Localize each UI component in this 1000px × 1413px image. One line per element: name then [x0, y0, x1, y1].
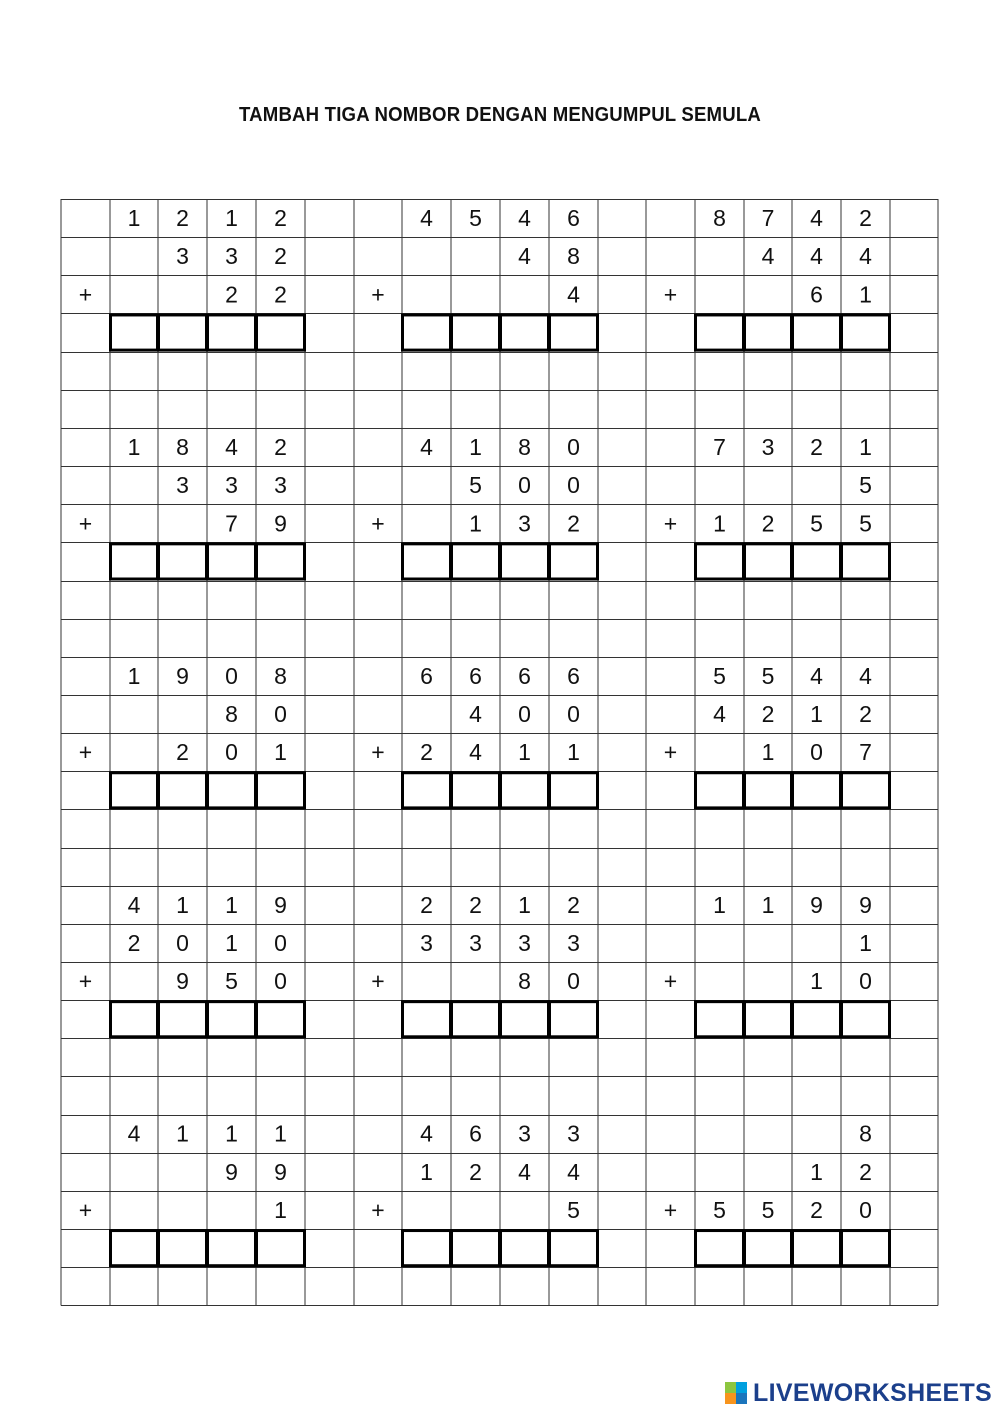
digit: 6 [469, 1120, 482, 1147]
digit: 5 [469, 205, 482, 232]
answer-box[interactable] [208, 1002, 256, 1037]
digit: 0 [859, 968, 872, 995]
digit: 9 [176, 662, 189, 689]
grid-lines [61, 199, 938, 1306]
digit: 0 [567, 433, 580, 460]
digit: 1 [810, 1158, 823, 1185]
answer-box[interactable] [793, 1002, 841, 1037]
digit: 2 [810, 1196, 823, 1223]
plus-sign: + [663, 281, 678, 308]
answer-box[interactable] [550, 1231, 598, 1266]
digit: 2 [274, 281, 287, 308]
digit: 1 [127, 433, 141, 460]
digit: 0 [567, 968, 580, 995]
answer-box[interactable] [208, 1231, 256, 1266]
digit: 1 [225, 929, 238, 956]
digit: 4 [567, 281, 580, 308]
answer-box[interactable] [452, 773, 500, 808]
answer-box[interactable] [793, 315, 841, 350]
digit: 1 [859, 433, 872, 460]
digit: 0 [567, 701, 580, 728]
digit: 6 [567, 205, 580, 232]
digit: 5 [810, 510, 823, 537]
answer-box[interactable] [501, 1002, 549, 1037]
worksheet-title: TAMBAH TIGA NOMBOR DENGAN MENGUMPUL SEMULA [238, 104, 762, 126]
digit: 4 [859, 662, 872, 689]
digit: 4 [420, 1120, 433, 1147]
digit: 9 [176, 968, 189, 995]
digit: 4 [469, 701, 482, 728]
digit: 6 [567, 662, 580, 689]
digit: 1 [518, 739, 531, 766]
digit: 5 [761, 1196, 775, 1223]
digit: 9 [225, 1158, 238, 1185]
digit: 1 [469, 433, 482, 460]
digit: 3 [567, 1120, 580, 1147]
digit: 7 [225, 510, 238, 537]
answer-box[interactable] [501, 315, 549, 350]
digit: 2 [420, 891, 433, 918]
digit: 1 [567, 739, 580, 766]
digit: 4 [518, 205, 531, 232]
digit: 1 [713, 891, 726, 918]
digit: 0 [567, 472, 580, 499]
answer-box[interactable] [257, 1231, 305, 1266]
digit: 8 [176, 433, 189, 460]
answer-box[interactable] [403, 1002, 451, 1037]
digit: 0 [274, 701, 287, 728]
digit: 2 [567, 510, 580, 537]
digit: 1 [859, 281, 872, 308]
answer-box[interactable] [842, 773, 890, 808]
digit: 3 [420, 929, 433, 956]
answer-box[interactable] [403, 773, 451, 808]
answer-box[interactable] [159, 1231, 207, 1266]
digit: 1 [761, 739, 775, 766]
digit: 3 [469, 929, 482, 956]
digit: 2 [420, 739, 433, 766]
answer-box[interactable] [550, 315, 598, 350]
digit: 2 [859, 205, 872, 232]
digit: 4 [518, 243, 531, 270]
answer-box[interactable] [257, 1002, 305, 1037]
answer-box[interactable] [550, 544, 598, 579]
answer-box[interactable] [501, 1231, 549, 1266]
answer-box[interactable] [257, 315, 305, 350]
digit: 4 [713, 701, 726, 728]
plus-sign: + [371, 739, 385, 766]
plus-sign: + [371, 968, 385, 995]
answer-box[interactable] [745, 1231, 792, 1266]
digit: 4 [127, 891, 141, 918]
digit: 2 [274, 433, 287, 460]
plus-sign: + [78, 281, 93, 308]
digit: 4 [518, 1158, 531, 1185]
digit: 1 [518, 891, 531, 918]
digit: 9 [274, 891, 287, 918]
digit: 3 [274, 472, 287, 499]
footer-brand [725, 1378, 992, 1408]
digit: 5 [859, 472, 872, 499]
digit: 4 [761, 243, 775, 270]
digit: 5 [713, 662, 726, 689]
answer-box[interactable] [745, 1002, 792, 1037]
digit: 6 [469, 662, 482, 689]
digit: 2 [761, 510, 775, 537]
digit: 1 [176, 1120, 189, 1147]
digit: 3 [225, 472, 238, 499]
digit: 7 [859, 739, 872, 766]
answer-box[interactable] [550, 773, 598, 808]
plus-sign: + [663, 510, 678, 537]
answer-box[interactable] [745, 315, 792, 350]
digit: 4 [810, 662, 823, 689]
answer-box[interactable] [403, 315, 451, 350]
digit: 8 [567, 243, 580, 270]
digit: 0 [518, 472, 531, 499]
answer-box[interactable] [842, 544, 890, 579]
digit: 8 [518, 433, 531, 460]
answer-box[interactable] [159, 544, 207, 579]
digit: 9 [274, 1158, 287, 1185]
liveworksheets-logo-icon [725, 1382, 747, 1404]
answer-box[interactable] [111, 544, 158, 579]
digit: 8 [713, 205, 726, 232]
digit: 0 [274, 929, 287, 956]
digit: 2 [225, 281, 238, 308]
answer-box[interactable] [208, 544, 256, 579]
answer-box[interactable] [842, 1002, 890, 1037]
answer-box[interactable] [208, 315, 256, 350]
answer-box[interactable] [159, 1002, 207, 1037]
answer-box[interactable] [208, 773, 256, 808]
answer-box[interactable] [452, 544, 500, 579]
brand-name: LIVEWORKSHEETS [753, 1378, 992, 1407]
answer-box[interactable] [696, 1231, 744, 1266]
plus-sign: + [663, 1196, 678, 1223]
digit: 2 [859, 1158, 872, 1185]
answer-box[interactable] [696, 315, 744, 350]
answer-box[interactable] [550, 1002, 598, 1037]
digit: 2 [469, 1158, 482, 1185]
answer-box[interactable] [501, 544, 549, 579]
digit: 3 [761, 433, 775, 460]
digit: 1 [274, 739, 287, 766]
answer-box[interactable] [842, 315, 890, 350]
digit: 4 [469, 739, 482, 766]
plus-sign: + [78, 510, 93, 537]
digit: 7 [761, 205, 775, 232]
digit: 2 [176, 205, 189, 232]
digit: 1 [420, 1158, 433, 1185]
answer-box[interactable] [452, 315, 500, 350]
answer-box[interactable] [452, 1231, 500, 1266]
digit: 9 [810, 891, 823, 918]
digit: 9 [859, 891, 872, 918]
answer-box[interactable] [111, 1231, 158, 1266]
plus-sign: + [663, 968, 678, 995]
digit: 5 [859, 510, 872, 537]
answer-box[interactable] [111, 1002, 158, 1037]
digit: 5 [713, 1196, 726, 1223]
digit: 5 [567, 1196, 580, 1223]
digit: 0 [225, 662, 238, 689]
answer-box[interactable] [111, 773, 158, 808]
digit: 0 [225, 739, 238, 766]
digit: 2 [274, 243, 287, 270]
digit: 1 [810, 701, 823, 728]
answer-box[interactable] [257, 773, 305, 808]
digit: 4 [810, 205, 823, 232]
answer-box[interactable] [842, 1231, 890, 1266]
digit: 8 [859, 1120, 872, 1147]
digit: 1 [274, 1120, 287, 1147]
digit: 2 [761, 701, 775, 728]
plus-sign: + [78, 739, 93, 766]
plus-sign: + [78, 968, 93, 995]
digit: 0 [518, 701, 531, 728]
digit: 1 [810, 968, 823, 995]
digit: 2 [859, 701, 872, 728]
plus-sign: + [78, 1196, 93, 1223]
digit: 4 [420, 205, 433, 232]
digit: 0 [176, 929, 189, 956]
digit: 3 [176, 243, 189, 270]
digit: 8 [225, 701, 238, 728]
answer-box[interactable] [793, 544, 841, 579]
answer-box[interactable] [403, 1231, 451, 1266]
answer-box[interactable] [111, 315, 158, 350]
digit: 1 [225, 205, 238, 232]
digit: 0 [859, 1196, 872, 1223]
answer-box[interactable] [159, 773, 207, 808]
answer-box[interactable] [159, 315, 207, 350]
digit: 2 [469, 891, 482, 918]
digit: 2 [810, 433, 823, 460]
answer-box[interactable] [745, 773, 792, 808]
digit: 6 [810, 281, 823, 308]
answer-box[interactable] [403, 544, 451, 579]
answer-box[interactable] [696, 773, 744, 808]
digit: 1 [225, 891, 238, 918]
digit: 6 [420, 662, 433, 689]
digit: 1 [274, 1196, 287, 1223]
digit: 3 [225, 243, 238, 270]
digit: 3 [518, 510, 531, 537]
plus-sign: + [371, 510, 385, 537]
answer-box[interactable] [452, 1002, 500, 1037]
digit: 6 [518, 662, 531, 689]
digit: 5 [761, 662, 775, 689]
digit: 5 [469, 472, 482, 499]
answer-box[interactable] [793, 773, 841, 808]
answer-box[interactable] [793, 1231, 841, 1266]
answer-box[interactable] [257, 544, 305, 579]
digit: 0 [274, 968, 287, 995]
digit: 1 [469, 510, 482, 537]
digit: 2 [176, 739, 189, 766]
digit: 4 [810, 243, 823, 270]
digit: 2 [127, 929, 141, 956]
digit: 8 [518, 968, 531, 995]
digit: 1 [761, 891, 775, 918]
digit: 3 [176, 472, 189, 499]
digit: 1 [225, 1120, 238, 1147]
digit: 1 [176, 891, 189, 918]
digit: 4 [127, 1120, 141, 1147]
digit: 1 [127, 205, 141, 232]
digit: 4 [420, 433, 433, 460]
answer-box[interactable] [696, 1002, 744, 1037]
digit: 7 [713, 433, 726, 460]
digit: 2 [274, 205, 287, 232]
plus-sign: + [371, 281, 385, 308]
digit: 3 [567, 929, 580, 956]
plus-sign: + [371, 1196, 385, 1223]
digit: 3 [518, 929, 531, 956]
digit: 1 [127, 662, 141, 689]
answer-box[interactable] [696, 544, 744, 579]
digit: 3 [518, 1120, 531, 1147]
digit: 8 [274, 662, 287, 689]
digit: 4 [567, 1158, 580, 1185]
answer-box[interactable] [501, 773, 549, 808]
plus-sign: + [663, 739, 678, 766]
answer-box[interactable] [745, 544, 792, 579]
digit: 0 [810, 739, 823, 766]
digit: 2 [567, 891, 580, 918]
problem-digits [79, 205, 872, 1223]
digit: 4 [859, 243, 872, 270]
digit: 5 [225, 968, 238, 995]
digit: 1 [713, 510, 726, 537]
digit: 4 [225, 433, 238, 460]
digit: 9 [274, 510, 287, 537]
digit: 1 [859, 929, 872, 956]
